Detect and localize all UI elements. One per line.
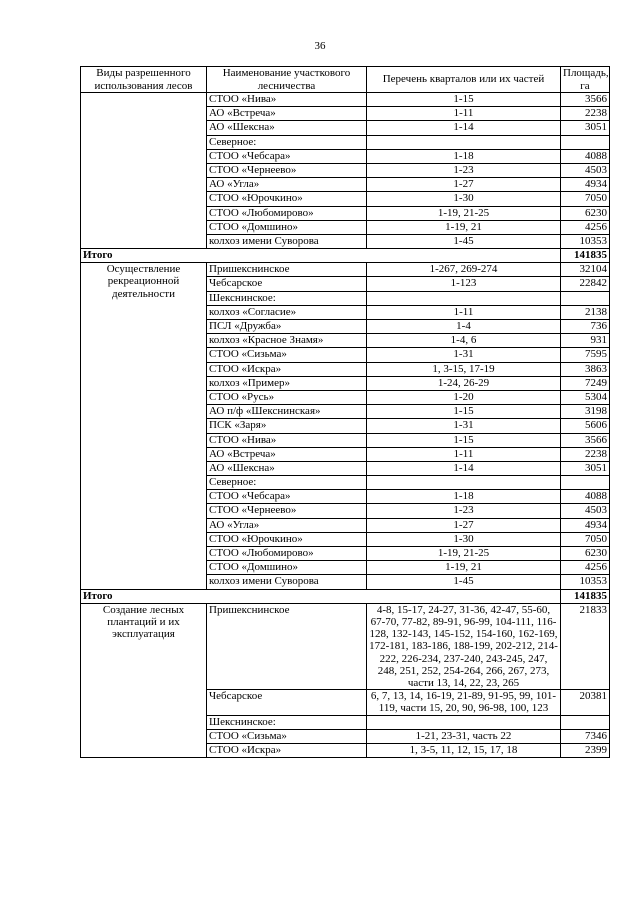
quarters-cell: 1-11: [367, 305, 561, 319]
forestry-name-cell: СТОО «Чернеево»: [207, 504, 367, 518]
area-cell: 4088: [561, 149, 610, 163]
area-cell: 4503: [561, 504, 610, 518]
forestry-name-cell: Северное:: [207, 135, 367, 149]
area-cell: 4934: [561, 518, 610, 532]
forestry-name-cell: ПСЛ «Дружба»: [207, 320, 367, 334]
forestry-name-cell: СТОО «Нива»: [207, 433, 367, 447]
area-cell: 22842: [561, 277, 610, 291]
forestry-name-cell: колхоз имени Суворова: [207, 575, 367, 589]
forestry-name-cell: колхоз «Согласие»: [207, 305, 367, 319]
area-cell: 4256: [561, 561, 610, 575]
forestry-name-cell: АО «Угла»: [207, 178, 367, 192]
area-cell: 3566: [561, 433, 610, 447]
forestry-name-cell: ПСК «Заря»: [207, 419, 367, 433]
area-cell: 931: [561, 334, 610, 348]
forestry-name-cell: колхоз имени Суворова: [207, 234, 367, 248]
quarters-cell: [367, 135, 561, 149]
area-cell: 7346: [561, 729, 610, 743]
forestry-name-cell: Шекснинское:: [207, 291, 367, 305]
table-row: [81, 93, 610, 107]
quarters-cell: 1-15: [367, 405, 561, 419]
area-cell: 2238: [561, 447, 610, 461]
forestry-name-cell: Северное:: [207, 476, 367, 490]
quarters-cell: [367, 476, 561, 490]
forestry-name-cell: СТОО «Чернеево»: [207, 163, 367, 177]
quarters-cell: [367, 715, 561, 729]
forestry-name-cell: СТОО «Юрочкино»: [207, 192, 367, 206]
table-body: [81, 93, 610, 758]
area-cell: 3051: [561, 121, 610, 135]
forestry-name-cell: АО «Встреча»: [207, 447, 367, 461]
quarters-cell: 1-31: [367, 348, 561, 362]
area-cell: [561, 291, 610, 305]
quarters-cell: 1-11: [367, 107, 561, 121]
header-use-type: Виды разрешенного использования лесов: [81, 67, 207, 93]
table-row: [81, 263, 610, 277]
forestry-name-cell: колхоз «Пример»: [207, 376, 367, 390]
forestry-name-cell: АО «Угла»: [207, 518, 367, 532]
forestry-name-cell: СТОО «Сизьма»: [207, 348, 367, 362]
total-value: 141835: [561, 589, 610, 603]
forestry-name-cell: колхоз «Красное Знамя»: [207, 334, 367, 348]
header-area: Площадь, га: [561, 67, 610, 93]
quarters-cell: 1-267, 269-274: [367, 263, 561, 277]
forestry-name-cell: Чебсарское: [207, 690, 367, 715]
forestry-name-cell: АО «Шексна»: [207, 461, 367, 475]
quarters-cell: [367, 291, 561, 305]
area-cell: 3051: [561, 461, 610, 475]
quarters-cell: 1-27: [367, 178, 561, 192]
quarters-cell: 1-15: [367, 433, 561, 447]
quarters-cell: 1-18: [367, 490, 561, 504]
forestry-name-cell: СТОО «Любомирово»: [207, 547, 367, 561]
area-cell: [561, 715, 610, 729]
total-label: Итого: [81, 249, 561, 263]
quarters-cell: 4-8, 15-17, 24-27, 31-36, 42-47, 55-60, 67-70, 77-82, 89-91, 96-99, 104-111, 116-128, 132-143, 145-152, 154-160, 162-169, 172-181, 183-186, 188-199, 202-212, 214-222, 226-234, 237-240, 243-245, 247, 248, 251, 252, 254-264, 266, 267, 273, части 13, 14, 22, 23, 265: [367, 603, 561, 689]
quarters-cell: 1-27: [367, 518, 561, 532]
quarters-cell: 1, 3-5, 11, 12, 15, 17, 18: [367, 743, 561, 757]
forestry-name-cell: АО п/ф «Шекснинская»: [207, 405, 367, 419]
table-row: [81, 603, 610, 689]
forestry-name-cell: СТОО «Юрочкино»: [207, 532, 367, 546]
area-cell: 7050: [561, 532, 610, 546]
quarters-cell: 1-19, 21: [367, 220, 561, 234]
quarters-cell: 1-14: [367, 461, 561, 475]
forestry-name-cell: СТОО «Домшино»: [207, 220, 367, 234]
forestry-name-cell: Пришекснинское: [207, 603, 367, 689]
page-number: 36: [314, 40, 326, 52]
total-value: 141835: [561, 249, 610, 263]
quarters-cell: 1-30: [367, 532, 561, 546]
total-row: [81, 589, 610, 603]
area-cell: 4503: [561, 163, 610, 177]
header-quarters: Перечень кварталов или их частей: [367, 67, 561, 93]
quarters-cell: 1-14: [367, 121, 561, 135]
area-cell: 3863: [561, 362, 610, 376]
area-cell: 736: [561, 320, 610, 334]
quarters-cell: 1-45: [367, 575, 561, 589]
quarters-cell: 1-30: [367, 192, 561, 206]
forest-use-table: [80, 66, 610, 758]
forestry-name-cell: Шекснинское:: [207, 715, 367, 729]
forestry-name-cell: СТОО «Нива»: [207, 93, 367, 107]
quarters-cell: 1-4: [367, 320, 561, 334]
quarters-cell: 1-24, 26-29: [367, 376, 561, 390]
area-cell: 7050: [561, 192, 610, 206]
table-header-row: [81, 67, 610, 93]
forestry-name-cell: АО «Встреча»: [207, 107, 367, 121]
forestry-name-cell: АО «Шексна»: [207, 121, 367, 135]
area-cell: 5606: [561, 419, 610, 433]
forestry-name-cell: СТОО «Домшино»: [207, 561, 367, 575]
total-row: [81, 249, 610, 263]
area-cell: 10353: [561, 575, 610, 589]
area-cell: 6230: [561, 206, 610, 220]
area-cell: 2399: [561, 743, 610, 757]
area-cell: 3198: [561, 405, 610, 419]
area-cell: 5304: [561, 390, 610, 404]
quarters-cell: 1-20: [367, 390, 561, 404]
quarters-cell: 1-19, 21-25: [367, 206, 561, 220]
quarters-cell: 1-123: [367, 277, 561, 291]
area-cell: 2238: [561, 107, 610, 121]
quarters-cell: 1-11: [367, 447, 561, 461]
area-cell: 20381: [561, 690, 610, 715]
use-type-cell: [81, 93, 207, 249]
area-cell: 6230: [561, 547, 610, 561]
forestry-name-cell: СТОО «Искра»: [207, 362, 367, 376]
area-cell: 4934: [561, 178, 610, 192]
forestry-name-cell: СТОО «Русь»: [207, 390, 367, 404]
total-label: Итого: [81, 589, 561, 603]
area-cell: 4088: [561, 490, 610, 504]
use-type-cell: Осуществление рекреационной деятельности: [81, 263, 207, 589]
quarters-cell: 1-19, 21-25: [367, 547, 561, 561]
quarters-cell: 1-31: [367, 419, 561, 433]
quarters-cell: 1, 3-15, 17-19: [367, 362, 561, 376]
area-cell: 10353: [561, 234, 610, 248]
quarters-cell: 1-45: [367, 234, 561, 248]
forestry-name-cell: СТОО «Искра»: [207, 743, 367, 757]
area-cell: 7595: [561, 348, 610, 362]
area-cell: 21833: [561, 603, 610, 689]
forestry-name-cell: Чебсарское: [207, 277, 367, 291]
quarters-cell: 1-23: [367, 163, 561, 177]
area-cell: 32104: [561, 263, 610, 277]
forestry-name-cell: СТОО «Чебсара»: [207, 149, 367, 163]
forestry-name-cell: СТОО «Чебсара»: [207, 490, 367, 504]
area-cell: 7249: [561, 376, 610, 390]
area-cell: 3566: [561, 93, 610, 107]
header-forestry-name: Наименование участкового лесничества: [207, 67, 367, 93]
quarters-cell: 6, 7, 13, 14, 16-19, 21-89, 91-95, 99, 101-119, части 15, 20, 90, 96-98, 100, 123: [367, 690, 561, 715]
quarters-cell: 1-18: [367, 149, 561, 163]
use-type-cell: Создание лесных плантаций и их эксплуатация: [81, 603, 207, 757]
quarters-cell: 1-15: [367, 93, 561, 107]
forestry-name-cell: СТОО «Любомирово»: [207, 206, 367, 220]
quarters-cell: 1-19, 21: [367, 561, 561, 575]
area-cell: 2138: [561, 305, 610, 319]
forestry-name-cell: Пришекснинское: [207, 263, 367, 277]
quarters-cell: 1-23: [367, 504, 561, 518]
area-cell: [561, 476, 610, 490]
area-cell: [561, 135, 610, 149]
area-cell: 4256: [561, 220, 610, 234]
quarters-cell: 1-21, 23-31, часть 22: [367, 729, 561, 743]
forestry-name-cell: СТОО «Сизьма»: [207, 729, 367, 743]
quarters-cell: 1-4, 6: [367, 334, 561, 348]
